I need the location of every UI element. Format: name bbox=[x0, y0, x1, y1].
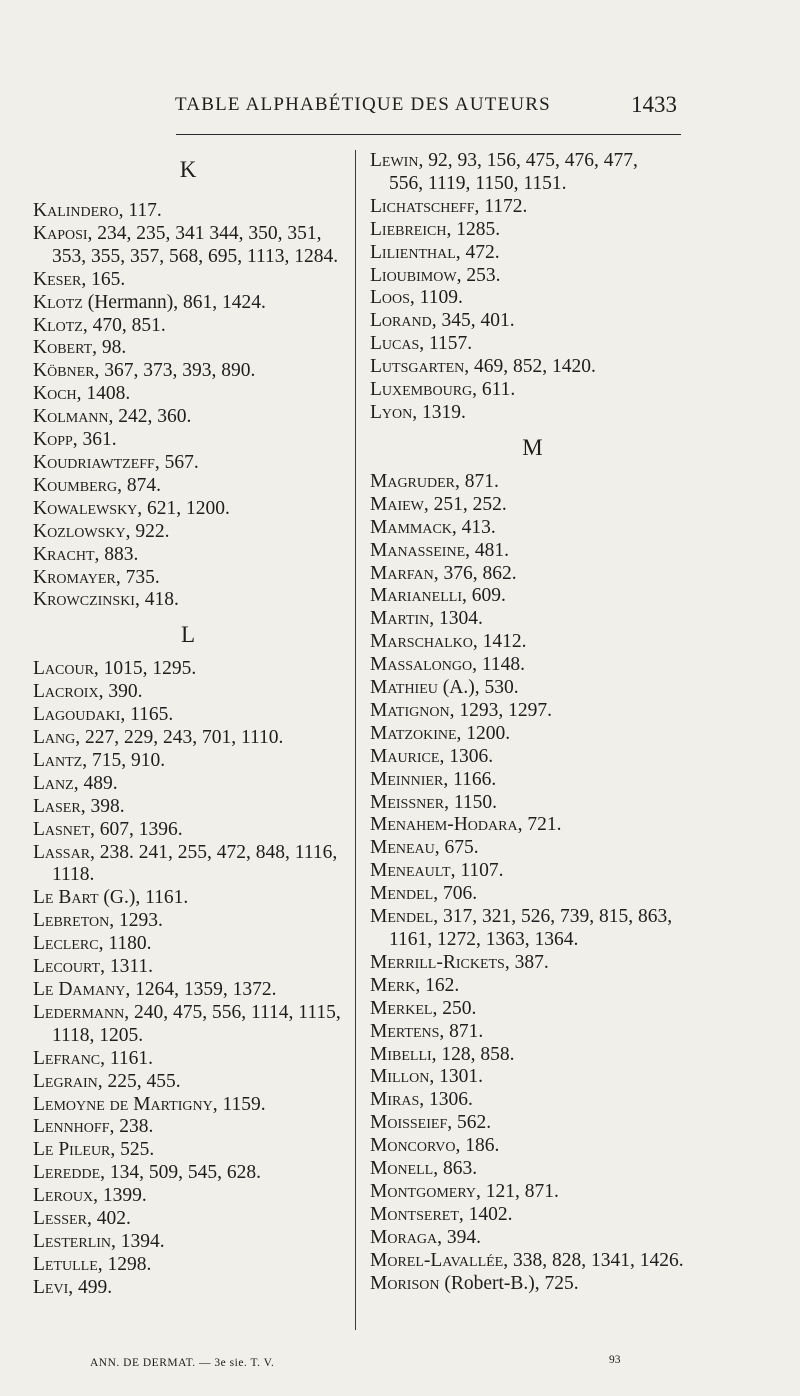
section-letter: M bbox=[522, 434, 543, 460]
page-references: , 1157. bbox=[419, 333, 473, 355]
page-references: , 165. bbox=[81, 268, 126, 290]
index-entry bbox=[370, 265, 695, 288]
index-entry bbox=[370, 540, 695, 563]
index-entry bbox=[370, 471, 695, 494]
author-name: Kromayer bbox=[33, 566, 116, 588]
author-name: Moraga bbox=[370, 1226, 438, 1248]
index-entry bbox=[33, 819, 343, 842]
index-entry bbox=[33, 521, 343, 544]
page-references: , 871. bbox=[455, 470, 499, 492]
index-entry bbox=[370, 837, 695, 860]
page-references: , 1304. bbox=[429, 608, 483, 630]
index-entry bbox=[33, 979, 343, 1002]
column-divider bbox=[355, 150, 356, 1330]
index-entry bbox=[370, 1112, 695, 1135]
author-name: Mendel bbox=[370, 883, 434, 905]
index-entry bbox=[370, 287, 695, 310]
index-entry bbox=[33, 429, 343, 452]
index-entry bbox=[33, 933, 343, 956]
index-entry bbox=[370, 1158, 695, 1181]
page-references: , 98. bbox=[92, 337, 127, 359]
index-entry bbox=[33, 269, 343, 292]
author-name: Krowczinski bbox=[33, 589, 135, 611]
author-name: Lemoyne de Martigny bbox=[33, 1093, 213, 1115]
footer-journal-reference: ANN. DE DERMAT. — 3e sie. T. V. bbox=[90, 1357, 275, 1369]
page-references: , 338, 828, 1341, 1426. bbox=[503, 1249, 684, 1271]
index-entry bbox=[33, 315, 343, 338]
author-name: Kaposi bbox=[33, 222, 88, 244]
running-title: TABLE ALPHABÉTIQUE DES AUTEURS bbox=[175, 94, 551, 115]
index-entry bbox=[370, 402, 695, 425]
index-entry bbox=[33, 1185, 343, 1208]
author-name: Lesser bbox=[33, 1208, 87, 1230]
page-references: , 128, 858. bbox=[431, 1043, 515, 1065]
header-rule bbox=[176, 134, 681, 135]
index-entry bbox=[370, 219, 695, 242]
author-name: Mertens bbox=[370, 1020, 440, 1042]
page-references: , 186. bbox=[455, 1135, 500, 1157]
page-references: , 611. bbox=[472, 379, 516, 401]
author-name: Kolmann bbox=[33, 406, 109, 428]
author-name: Kowalewsky bbox=[33, 497, 138, 519]
index-entry bbox=[33, 1116, 343, 1139]
author-name: Morel-Lavallée bbox=[370, 1249, 504, 1271]
index-entry bbox=[33, 475, 343, 498]
page-references: , 706. bbox=[433, 883, 478, 905]
page-references: , 162. bbox=[415, 974, 460, 996]
page-references: , 1394. bbox=[111, 1230, 165, 1252]
index-entry bbox=[370, 998, 695, 1021]
page-references: , 489. bbox=[73, 772, 118, 794]
author-name: Millon bbox=[370, 1066, 430, 1088]
page-references: , 1015, 1295. bbox=[93, 658, 197, 680]
index-entry bbox=[33, 1048, 343, 1071]
index-entry bbox=[33, 544, 343, 567]
author-name: Levi bbox=[33, 1276, 69, 1298]
index-entry bbox=[370, 563, 695, 586]
page-references: , 251, 252. bbox=[423, 493, 507, 515]
index-entry bbox=[370, 700, 695, 723]
author-name: Magruder bbox=[370, 470, 456, 492]
index-entry bbox=[33, 727, 343, 750]
author-name: Laser bbox=[33, 795, 81, 817]
page-references: (G.), 1161. bbox=[98, 887, 189, 909]
page-references: , 134, 509, 545, 628. bbox=[100, 1162, 262, 1184]
author-name: Lacroix bbox=[33, 681, 99, 703]
page-references: , 874. bbox=[117, 474, 161, 496]
index-entry bbox=[370, 1273, 695, 1296]
page-references: , 883. bbox=[94, 543, 139, 565]
index-entry bbox=[33, 337, 343, 360]
index-entry bbox=[370, 723, 695, 746]
author-name: Ledermann bbox=[33, 1001, 125, 1023]
author-name: Mendel bbox=[370, 906, 434, 928]
index-entry bbox=[33, 796, 343, 819]
page-references: , 387. bbox=[504, 951, 549, 973]
page-references: , 1293, 1297. bbox=[449, 699, 552, 721]
index-entry bbox=[33, 956, 343, 979]
page-references: , 472. bbox=[455, 241, 500, 263]
author-name: Montseret bbox=[370, 1203, 459, 1225]
index-entry bbox=[33, 887, 343, 910]
index-entry bbox=[33, 1208, 343, 1231]
page-references: , 227, 229, 243, 701, 1110. bbox=[75, 727, 284, 749]
index-entry bbox=[33, 498, 343, 521]
author-name: Miras bbox=[370, 1089, 420, 1111]
index-entry bbox=[33, 406, 343, 429]
author-name: Massalongo bbox=[370, 654, 473, 676]
author-name: Lecourt bbox=[33, 956, 101, 978]
index-entry bbox=[370, 585, 695, 608]
index-entry bbox=[370, 746, 695, 769]
index-entry bbox=[370, 356, 695, 379]
index-entry bbox=[33, 360, 343, 383]
index-entry bbox=[370, 494, 695, 517]
author-name: Lutsgarten bbox=[370, 356, 465, 378]
page-header bbox=[0, 94, 800, 124]
index-entry bbox=[370, 1227, 695, 1250]
page-references: , 238. 241, 255, 472, 848, 1116, bbox=[90, 841, 338, 863]
page-references: , 1293. bbox=[109, 910, 163, 932]
author-name: Matzokine bbox=[370, 722, 457, 744]
index-entry bbox=[33, 1254, 343, 1277]
page-references-continued: 556, 1119, 1150, 1151. bbox=[389, 172, 567, 194]
author-name: Merrill-Rickets bbox=[370, 951, 505, 973]
page-references: , 871. bbox=[439, 1020, 484, 1042]
author-name: Le Bart bbox=[33, 887, 99, 909]
author-name: Merkel bbox=[370, 997, 433, 1019]
index-entry bbox=[370, 814, 695, 837]
index-entry bbox=[33, 1277, 343, 1300]
page-references: , 525. bbox=[110, 1139, 155, 1161]
page-references: , 240, 475, 556, 1114, 1115, bbox=[124, 1001, 341, 1023]
author-name: Lucas bbox=[370, 333, 420, 355]
author-name: Lacour bbox=[33, 658, 94, 680]
footer-signature-mark: 93 bbox=[609, 1354, 621, 1366]
index-entry bbox=[33, 704, 343, 727]
page-references: , 721. bbox=[517, 814, 562, 836]
page-references: , 1165. bbox=[120, 704, 174, 726]
index-entry bbox=[370, 654, 695, 677]
page-references: , 238. bbox=[109, 1116, 154, 1138]
index-entry bbox=[33, 1162, 343, 1185]
index-entry bbox=[33, 452, 343, 475]
index-entry bbox=[370, 792, 695, 815]
author-name: Lorand bbox=[370, 310, 432, 332]
page-references: , 367, 373, 393, 890. bbox=[94, 360, 256, 382]
author-name: Meneault bbox=[370, 860, 451, 882]
author-name: Meinnier bbox=[370, 768, 444, 790]
author-name: Le Damany bbox=[33, 979, 126, 1000]
page-references: , 922. bbox=[125, 520, 170, 542]
index-entry bbox=[33, 567, 343, 590]
page-references: , 250. bbox=[432, 997, 477, 1019]
index-entry bbox=[33, 658, 343, 681]
index-entry bbox=[33, 1139, 343, 1162]
page-references: , 225, 455. bbox=[97, 1070, 181, 1092]
page-references: , 1166. bbox=[443, 768, 497, 790]
page-references: , 242, 360. bbox=[108, 406, 192, 428]
page-references: , 1412. bbox=[472, 631, 527, 653]
page-references-continued: 1118. bbox=[52, 864, 95, 886]
page-references: , 562. bbox=[447, 1112, 492, 1134]
author-name: Legrain bbox=[33, 1070, 98, 1092]
page-references: , 253. bbox=[456, 264, 501, 286]
page-references: , 390. bbox=[98, 681, 143, 703]
page-references: , 234, 235, 341 344, 350, 351, bbox=[87, 222, 322, 244]
index-column-left bbox=[33, 150, 343, 1300]
page-references-continued: 1161, 1272, 1363, 1364. bbox=[389, 929, 579, 950]
author-name: Kracht bbox=[33, 543, 95, 565]
author-name: Liebreich bbox=[370, 218, 447, 240]
index-entry bbox=[370, 1181, 695, 1204]
author-name: Lilienthal bbox=[370, 241, 456, 263]
index-column-right bbox=[370, 150, 695, 1296]
page-references: , 1306. bbox=[439, 745, 494, 767]
author-name: Meneau bbox=[370, 837, 435, 859]
author-name: Lennhoff bbox=[33, 1116, 110, 1138]
page-references: , 317, 321, 526, 739, 815, 863, bbox=[433, 906, 673, 928]
page-references: , 1159. bbox=[212, 1093, 266, 1115]
page-references: , 1301. bbox=[429, 1066, 483, 1088]
author-name: Le Pileur bbox=[33, 1139, 111, 1161]
author-name: Lang bbox=[33, 727, 76, 749]
index-entry bbox=[370, 952, 695, 975]
author-name: Lyon bbox=[370, 401, 413, 423]
page-references: , 1399. bbox=[93, 1185, 147, 1207]
index-entry bbox=[33, 1071, 343, 1094]
index-entry bbox=[33, 750, 343, 773]
author-name: Menahem-Hodara bbox=[370, 814, 518, 836]
index-entry bbox=[370, 1135, 695, 1158]
index-entry bbox=[370, 1066, 695, 1089]
index-entry bbox=[370, 608, 695, 631]
page-references: , 1402. bbox=[458, 1203, 513, 1225]
page-references: , 1107. bbox=[450, 860, 504, 882]
page-references: , 345, 401. bbox=[431, 310, 515, 332]
index-entry bbox=[370, 631, 695, 654]
author-name: Maurice bbox=[370, 745, 440, 767]
author-name: Lasnet bbox=[33, 818, 91, 840]
page-references: , 621, 1200. bbox=[137, 497, 230, 519]
author-name: Marschalko bbox=[370, 631, 473, 653]
author-name: Koudriawtzeff bbox=[33, 451, 155, 473]
index-entry bbox=[370, 1250, 695, 1273]
page-references: , 1200. bbox=[456, 722, 511, 744]
page-references: , 469, 852, 1420. bbox=[464, 356, 596, 378]
index-entry bbox=[33, 1002, 343, 1048]
page-references: , 1264, 1359, 1372. bbox=[125, 979, 277, 1000]
author-name: Montgomery bbox=[370, 1180, 477, 1202]
page-references: , 499. bbox=[68, 1276, 113, 1298]
author-name: Morison bbox=[370, 1272, 440, 1294]
author-name: Lichatscheff bbox=[370, 195, 475, 217]
page-references: , 361. bbox=[72, 429, 117, 451]
index-entry bbox=[33, 223, 343, 269]
author-name: Kopp bbox=[33, 429, 73, 451]
page-references-continued: 353, 355, 357, 568, 695, 1113, 1284. bbox=[52, 245, 339, 267]
author-name: Lanz bbox=[33, 772, 74, 794]
index-entry bbox=[370, 1204, 695, 1227]
index-entry bbox=[370, 150, 695, 196]
index-entry bbox=[370, 883, 695, 906]
author-name: Koch bbox=[33, 383, 77, 405]
index-entry bbox=[370, 677, 695, 700]
author-name: Leclerc bbox=[33, 933, 99, 955]
author-name: Lioubimow bbox=[370, 264, 457, 286]
author-name: Martin bbox=[370, 608, 430, 630]
author-name: Keser bbox=[33, 268, 82, 290]
page-references: , 1319. bbox=[412, 401, 466, 423]
page-references: , 1109. bbox=[409, 287, 463, 309]
author-name: Marianelli bbox=[370, 585, 462, 607]
page-references: , 398. bbox=[80, 795, 125, 817]
author-name: Kalindero bbox=[33, 200, 119, 221]
author-name: Lassar bbox=[33, 841, 91, 863]
index-entry bbox=[33, 383, 343, 406]
index-entry bbox=[370, 196, 695, 219]
page-references: , 1311. bbox=[100, 956, 153, 978]
page-references: , 675. bbox=[434, 837, 479, 859]
author-name: Letulle bbox=[33, 1253, 98, 1275]
page-references: , 1150. bbox=[444, 791, 498, 813]
page-references: , 1285. bbox=[446, 218, 501, 240]
page-number: 1433 bbox=[631, 92, 677, 117]
index-entry bbox=[370, 1044, 695, 1067]
author-name: Maiew bbox=[370, 493, 424, 515]
author-name: Moisseief bbox=[370, 1112, 448, 1134]
index-entry bbox=[33, 200, 343, 223]
author-name: Marfan bbox=[370, 562, 434, 584]
author-name: Koumberg bbox=[33, 474, 118, 496]
page-references: , 715, 910. bbox=[82, 749, 166, 771]
author-name: Mathieu bbox=[370, 677, 438, 699]
page-references: , 92, 93, 156, 475, 476, 477, bbox=[418, 150, 638, 171]
index-entry bbox=[370, 1021, 695, 1044]
index-entry bbox=[33, 842, 343, 888]
page-references: , 376, 862. bbox=[433, 562, 517, 584]
page-references: , 121, 871. bbox=[476, 1180, 559, 1202]
index-entry bbox=[370, 906, 695, 952]
page-references: , 567. bbox=[154, 451, 199, 473]
author-name: Monell bbox=[370, 1158, 434, 1180]
index-entry bbox=[370, 310, 695, 333]
page-references: (Hermann), 861, 1424. bbox=[82, 291, 266, 313]
page-references: , 470, 851. bbox=[82, 314, 166, 336]
index-entry bbox=[370, 860, 695, 883]
author-name: Lagoudaki bbox=[33, 704, 121, 726]
page-references: (Robert-B.), 725. bbox=[439, 1272, 579, 1294]
index-entry bbox=[370, 1089, 695, 1112]
author-name: Lefranc bbox=[33, 1047, 101, 1069]
author-name: Kobert bbox=[33, 337, 93, 359]
author-name: Klotz bbox=[33, 314, 83, 336]
index-entry bbox=[33, 1231, 343, 1254]
author-name: Leroux bbox=[33, 1185, 94, 1207]
author-name: Merk bbox=[370, 974, 416, 996]
author-name: Klotz bbox=[33, 291, 83, 313]
index-entry bbox=[33, 910, 343, 933]
author-name: Mibelli bbox=[370, 1043, 432, 1065]
author-name: Moncorvo bbox=[370, 1135, 456, 1157]
author-name: Meissner bbox=[370, 791, 445, 813]
author-name: Matignon bbox=[370, 699, 450, 721]
index-entry bbox=[370, 242, 695, 265]
author-name: Lantz bbox=[33, 749, 83, 771]
page-references: , 413. bbox=[451, 516, 496, 538]
page-references: , 607, 1396. bbox=[90, 818, 183, 840]
index-entry bbox=[370, 975, 695, 998]
author-name: Manasseine bbox=[370, 539, 466, 561]
index-entry bbox=[33, 773, 343, 796]
index-entry bbox=[33, 1094, 343, 1117]
page-references: , 418. bbox=[134, 589, 179, 611]
page-references: , 1298. bbox=[97, 1253, 152, 1275]
author-name: Kozlowsky bbox=[33, 520, 126, 542]
author-name: Leredde bbox=[33, 1162, 101, 1184]
page-references: , 1180. bbox=[98, 933, 152, 955]
section-letter: K bbox=[179, 157, 197, 182]
author-name: Lesterlin bbox=[33, 1230, 112, 1252]
page-references: , 735. bbox=[115, 566, 160, 588]
section-letter: L bbox=[180, 622, 196, 648]
index-entry bbox=[370, 333, 695, 356]
page-references: , 394. bbox=[437, 1226, 481, 1248]
author-name: Mammack bbox=[370, 516, 452, 538]
index-entry bbox=[370, 769, 695, 792]
page-references: , 1172. bbox=[474, 195, 528, 217]
author-name: Köbner bbox=[33, 360, 95, 382]
page-references: , 1161. bbox=[100, 1047, 154, 1069]
page-references-continued: 1118, 1205. bbox=[52, 1024, 144, 1046]
index-entry bbox=[33, 681, 343, 704]
page-references: , 863. bbox=[433, 1158, 478, 1180]
author-name: Loos bbox=[370, 287, 410, 309]
page-references: , 1408. bbox=[76, 383, 131, 405]
author-name: Lewin bbox=[370, 150, 419, 171]
page-references: , 402. bbox=[86, 1208, 131, 1230]
page-references: , 117. bbox=[118, 200, 162, 221]
author-name: Luxembourg bbox=[370, 379, 473, 401]
page-references: , 481. bbox=[465, 539, 509, 561]
author-name: Lebreton bbox=[33, 910, 110, 932]
index-entry bbox=[33, 589, 343, 612]
index-entry bbox=[33, 292, 343, 315]
index-entry bbox=[370, 379, 695, 402]
page-references: (A.), 530. bbox=[437, 677, 519, 699]
page-references: , 1148. bbox=[472, 654, 526, 676]
index-entry bbox=[370, 517, 695, 540]
page-references: , 1306. bbox=[419, 1089, 473, 1111]
page-references: , 609. bbox=[462, 585, 506, 607]
